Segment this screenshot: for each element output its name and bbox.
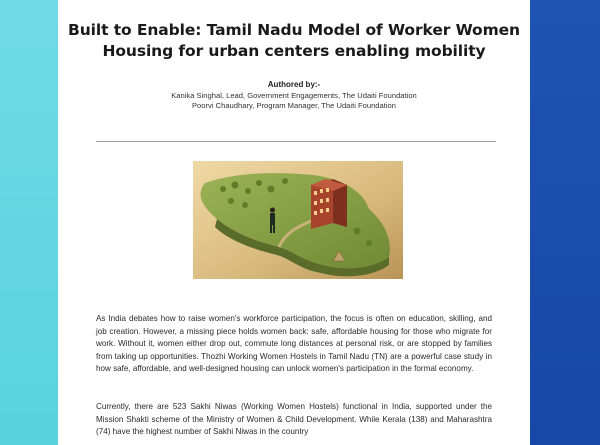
title-line-1: Built to Enable: Tamil Nadu Model of Worker Women: [68, 21, 520, 39]
divider-line: [96, 141, 496, 142]
byline: Authored by:-: [267, 80, 321, 89]
document-page: [58, 0, 530, 445]
document-title: [58, 20, 530, 62]
right-color-band: [530, 0, 600, 445]
title-line-2: Housing for urban centers enabling mobility: [102, 42, 486, 60]
author-1: Kanika Singhal, Lead, Government Engagements, The Udaiti Foundation: [171, 91, 417, 100]
author-2: Poorvi Chaudhary, Program Manager, The Udaiti Foundation: [191, 101, 397, 110]
hero-illustration: [193, 161, 403, 279]
left-color-band: [0, 0, 58, 445]
paragraph-2: Currently, there are 523 Sakhi Niwas (Working Women Hostels) functional in India, supported under the Mission Shakti scheme of the Ministry of Women & Child Development. While Kerala (138) and Maharashtra (74) have the highest number of Sakhi Niwas in the country: [96, 402, 492, 437]
paragraph-1: As India debates how to raise women's workforce participation, the focus is often on education, skilling, and job creation. However, a missing piece holds women back: safe, affordable housing for those who migrate for work. Without it, women either drop out, commute long distances at personal risk, or are stopped by families from taking up opportunities. Thozhi Working Women Hostels in Tamil Nadu (TN) are a powerful case study in how safe, affordable, and well-designed housing can unlock women's participation in the formal economy.: [96, 314, 492, 374]
